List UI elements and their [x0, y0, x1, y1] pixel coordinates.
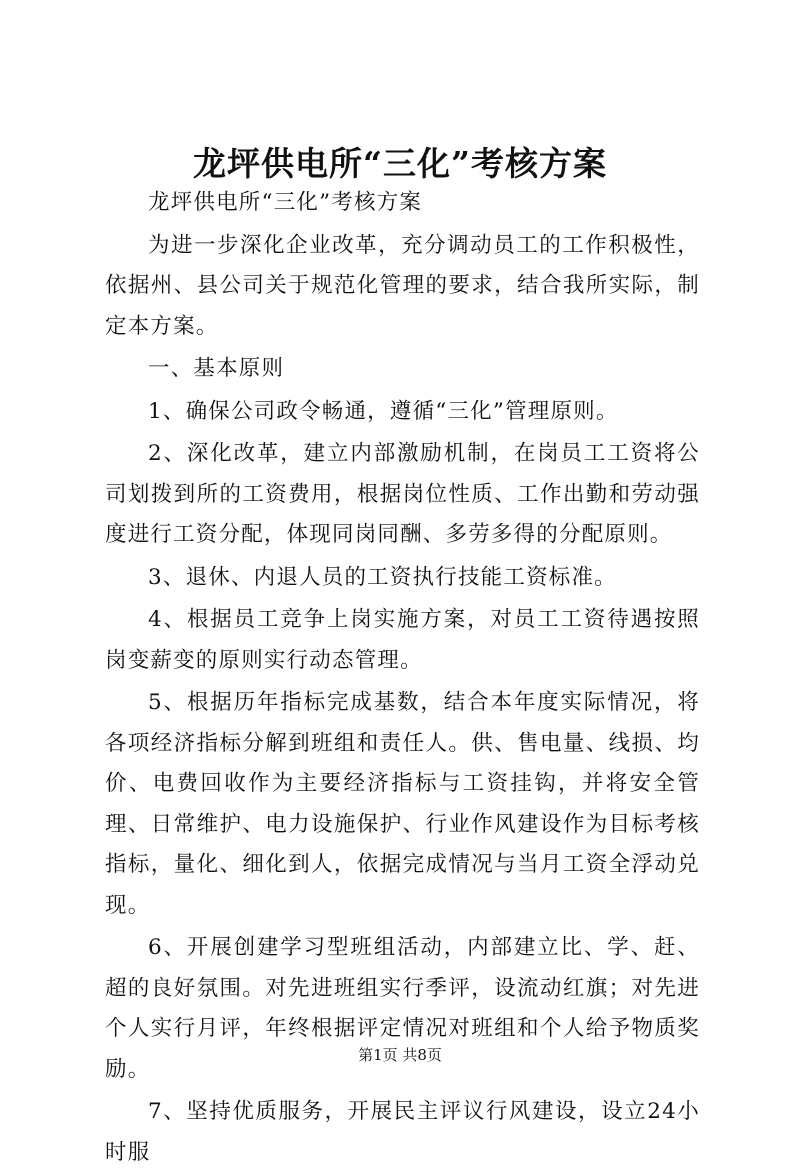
paragraph-item-2: 2、深化改革，建立内部激励机制，在岗员工工资将公司划拨到所的工资费用，根据岗位性质、工作出勤和劳动强度进行工资分配，体现同岗同酬、多劳多得的分配原则。	[105, 441, 700, 547]
paragraph-item-5: 5、根据历年指标完成基数，结合本年度实际情况，将各项经济指标分解到班组和责任人。供、售电量、线损、均价、电费回收作为主要经济指标与工资挂钩，并将安全管理、日常维护、电力设施保护、行业作风建设作为目标考核指标，量化、细化到人，依据完成情况与当月工资全浮动兑现。	[105, 690, 700, 918]
paragraph-subtitle: 龙坪供电所“三化”考核方案	[148, 190, 423, 215]
paragraph-item-6: 6、开展创建学习型班组活动，内部建立比、学、赶、超的良好氛围。对先进班组实行季评，设流动红旗；对先进个人实行月评，年终根据评定情况对班组和个人给予物质奖励。	[105, 935, 700, 1082]
paragraph-item-3: 3、退休、内退人员的工资执行技能工资标准。	[148, 564, 617, 590]
paragraph-item-7: 7、坚持优质服务，开展民主评议行风建设，设立24小时服	[105, 1099, 700, 1165]
section-heading-basic-principles: 一、基本原则	[148, 356, 285, 381]
paragraph-item-4: 4、根据员工竞争上岗实施方案，对员工工资待遇按照岗变薪变的原则实行动态管理。	[105, 607, 700, 673]
document-body	[105, 183, 700, 1175]
paragraph-intro: 为进一步深化企业改革，充分调动员工的工作积极性，依据州、县公司关于规范化管理的要求，结合我所实际，制定本方案。	[105, 232, 700, 339]
paragraph-item-1: 1、确保公司政令畅通，遵循“三化”管理原则。	[148, 398, 619, 424]
page-footer: 第1页 共8页	[358, 1046, 442, 1064]
document-title: 龙坪供电所“三化”考核方案	[193, 144, 607, 183]
